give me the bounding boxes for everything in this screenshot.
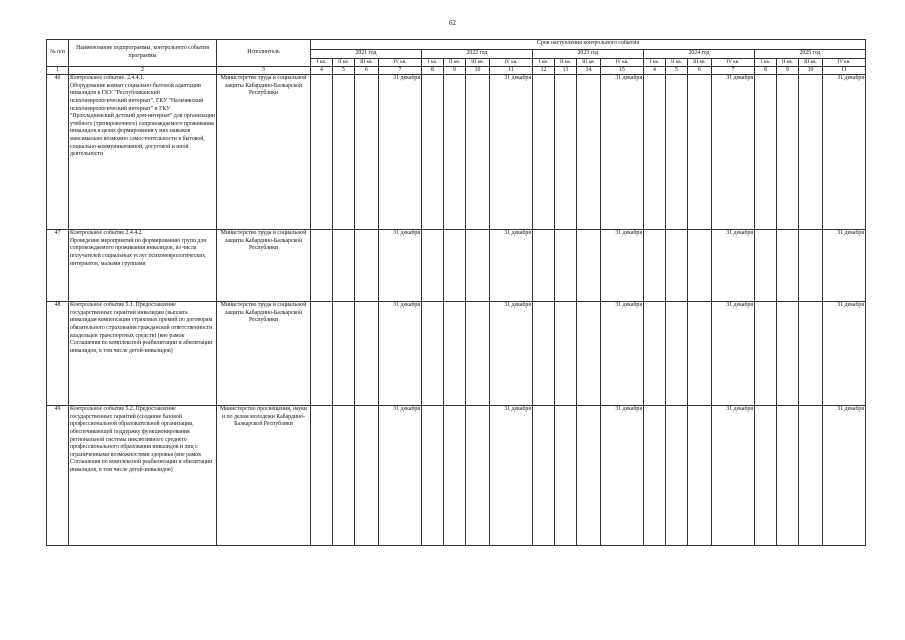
deadline-cell: 31 декабря <box>823 230 866 302</box>
event-executor: Министерство труда и социальной защиты Кабардино-Балкарской Республики <box>217 75 311 230</box>
header-name: Наименование подпрограммы, контрольного события программы <box>69 40 217 67</box>
column-number: 4 <box>644 66 666 75</box>
empty-quarter-cell <box>444 406 466 546</box>
event-executor: Министерство труда и социальной защиты Кабардино-Балкарской Республики <box>217 302 311 406</box>
empty-quarter-cell <box>355 406 379 546</box>
table-row <box>47 230 866 302</box>
event-name: Контрольное событие 5.1. Предоставление государственных гарантий инвалидам (выплата инвалидам компенсации страховых премий по договорам обязательного страхования гражданской ответственности владельцев транспортных средств) (вне рамок Соглашения по комплексной реабилитации и абилитации инвалидов, в том числе детей-инвалидов) <box>69 302 217 406</box>
deadline-cell: 31 декабря <box>379 230 422 302</box>
empty-quarter-cell <box>311 406 333 546</box>
column-number: 7 <box>379 66 422 75</box>
column-number: 6 <box>688 66 712 75</box>
header-quarter: II кв. <box>444 58 466 66</box>
deadline-cell: 31 декабря <box>823 302 866 406</box>
empty-quarter-cell <box>422 302 444 406</box>
empty-quarter-cell <box>355 230 379 302</box>
row-number: 46 <box>47 75 69 230</box>
header-quarter: III кв. <box>799 58 823 66</box>
empty-quarter-cell <box>755 230 777 302</box>
header-quarter: I кв. <box>644 58 666 66</box>
empty-quarter-cell <box>466 302 490 406</box>
row-number: 47 <box>47 230 69 302</box>
table-row <box>47 75 866 230</box>
empty-quarter-cell <box>799 406 823 546</box>
deadline-cell: 31 декабря <box>379 75 422 230</box>
deadline-cell: 31 декабря <box>379 406 422 546</box>
deadline-cell: 31 декабря <box>490 302 533 406</box>
deadline-cell: 31 декабря <box>601 75 644 230</box>
event-name: Контрольное событие. 2.4.4.1. Оборудование комнат социально-бытовой адаптации инвалидов в ГКУ "Республиканский психоневрологический интернат", ГКУ "Нальчикский психоневрологический интернат" и ГКУ "Прохладненский детский дом-интернат" для организации учебного (тренировочного) сопровождаемого проживания инвалидов в целях формирования у них навыков максимально возможно самостоятельности в бытовой, социально-коммуникативной, досуговой и иной деятельности <box>69 75 217 230</box>
deadline-cell: 31 декабря <box>490 406 533 546</box>
table-row <box>47 302 866 406</box>
deadline-cell: 31 декабря <box>712 75 755 230</box>
deadline-cell: 31 декабря <box>823 75 866 230</box>
deadline-cell: 31 декабря <box>601 230 644 302</box>
header-row-top <box>47 40 866 50</box>
empty-quarter-cell <box>555 302 577 406</box>
column-number: 13 <box>555 66 577 75</box>
header-quarter: II кв. <box>777 58 799 66</box>
column-number: 8 <box>755 66 777 75</box>
header-quarter: I кв. <box>755 58 777 66</box>
column-number: 8 <box>422 66 444 75</box>
empty-quarter-cell <box>444 230 466 302</box>
empty-quarter-cell <box>666 230 688 302</box>
deadline-cell: 31 декабря <box>712 302 755 406</box>
header-year: 2022 год <box>422 50 533 59</box>
deadline-cell: 31 декабря <box>712 406 755 546</box>
header-quarter: IV кв. <box>379 58 422 66</box>
header-quarter: II кв. <box>666 58 688 66</box>
event-name: Контрольное событие 5.2. Предоставление государственных гарантий (создание базовой профессиональной образовательной организации, обеспечивающей поддержку функционирования региональной системы инклюзивного среднего профессионального образования инвалидов и лиц с ограниченными возможностями здоровья (вне рамок Соглашения по комплексной реабилитации и абилитации инвалидов, в том числе детей-инвалидов) <box>69 406 217 546</box>
empty-quarter-cell <box>555 75 577 230</box>
header-quarter: IV кв. <box>490 58 533 66</box>
page-number: 62 <box>449 19 456 27</box>
empty-quarter-cell <box>644 406 666 546</box>
column-number: 5 <box>333 66 355 75</box>
empty-quarter-cell <box>444 75 466 230</box>
empty-quarter-cell <box>422 230 444 302</box>
empty-quarter-cell <box>311 302 333 406</box>
empty-quarter-cell <box>444 302 466 406</box>
empty-quarter-cell <box>577 302 601 406</box>
empty-quarter-cell <box>777 230 799 302</box>
header-no: № п/п <box>47 40 69 67</box>
column-number: 9 <box>777 66 799 75</box>
empty-quarter-cell <box>533 75 555 230</box>
empty-quarter-cell <box>533 406 555 546</box>
event-executor: Министерство просвещения, науки и по делам молодежи Кабардино-Балкарской Республики <box>217 406 311 546</box>
empty-quarter-cell <box>688 302 712 406</box>
column-number: 3 <box>217 66 311 75</box>
empty-quarter-cell <box>666 75 688 230</box>
empty-quarter-cell <box>644 230 666 302</box>
deadline-cell: 31 декабря <box>490 75 533 230</box>
header-quarter: I кв. <box>533 58 555 66</box>
empty-quarter-cell <box>688 406 712 546</box>
empty-quarter-cell <box>422 406 444 546</box>
empty-quarter-cell <box>644 302 666 406</box>
table-row <box>47 406 866 546</box>
deadline-cell: 31 декабря <box>379 302 422 406</box>
empty-quarter-cell <box>799 75 823 230</box>
column-number: 11 <box>823 66 866 75</box>
empty-quarter-cell <box>577 75 601 230</box>
column-number: 14 <box>577 66 601 75</box>
header-quarter: II кв. <box>333 58 355 66</box>
header-quarter: IV кв. <box>823 58 866 66</box>
empty-quarter-cell <box>577 406 601 546</box>
column-number: 10 <box>466 66 490 75</box>
empty-quarter-cell <box>666 406 688 546</box>
header-quarter: III кв. <box>688 58 712 66</box>
deadline-cell: 31 декабря <box>601 406 644 546</box>
header-quarter: III кв. <box>466 58 490 66</box>
empty-quarter-cell <box>333 75 355 230</box>
column-number: 6 <box>355 66 379 75</box>
empty-quarter-cell <box>755 302 777 406</box>
empty-quarter-cell <box>311 230 333 302</box>
empty-quarter-cell <box>355 302 379 406</box>
column-number: 7 <box>712 66 755 75</box>
empty-quarter-cell <box>777 406 799 546</box>
header-year: 2023 год <box>533 50 644 59</box>
column-number: 12 <box>533 66 555 75</box>
column-number-row <box>47 66 866 75</box>
empty-quarter-cell <box>555 406 577 546</box>
empty-quarter-cell <box>422 75 444 230</box>
header-year: 2021 год <box>311 50 422 59</box>
row-number: 49 <box>47 406 69 546</box>
column-number: 5 <box>666 66 688 75</box>
header-quarter: I кв. <box>422 58 444 66</box>
column-number: 9 <box>444 66 466 75</box>
column-number: 11 <box>490 66 533 75</box>
empty-quarter-cell <box>577 230 601 302</box>
empty-quarter-cell <box>799 230 823 302</box>
empty-quarter-cell <box>466 230 490 302</box>
empty-quarter-cell <box>533 302 555 406</box>
header-year: 2025 год <box>755 50 866 59</box>
column-number: 1 <box>47 66 69 75</box>
empty-quarter-cell <box>355 75 379 230</box>
empty-quarter-cell <box>666 302 688 406</box>
header-quarter: IV кв. <box>712 58 755 66</box>
event-name: Контрольное событие 2.4.4.2. Проведение мероприятий по формированию групп для сопровождаемого проживания инвалидов, из числа получателей социальных услуг психоневрологических интернатов, малыми группами <box>69 230 217 302</box>
empty-quarter-cell <box>333 302 355 406</box>
deadline-cell: 31 декабря <box>712 230 755 302</box>
empty-quarter-cell <box>755 75 777 230</box>
empty-quarter-cell <box>688 230 712 302</box>
empty-quarter-cell <box>333 230 355 302</box>
empty-quarter-cell <box>777 75 799 230</box>
header-deadline: Срок наступления контрольного события <box>311 40 866 50</box>
column-number: 15 <box>601 66 644 75</box>
empty-quarter-cell <box>311 75 333 230</box>
control-events-table <box>46 39 866 546</box>
empty-quarter-cell <box>466 406 490 546</box>
column-number: 10 <box>799 66 823 75</box>
header-quarter: I кв. <box>311 58 333 66</box>
empty-quarter-cell <box>644 75 666 230</box>
header-quarter: III кв. <box>355 58 379 66</box>
header-quarter: III кв. <box>577 58 601 66</box>
deadline-cell: 31 декабря <box>601 302 644 406</box>
row-number: 48 <box>47 302 69 406</box>
empty-quarter-cell <box>799 302 823 406</box>
header-year: 2024 год <box>644 50 755 59</box>
empty-quarter-cell <box>777 302 799 406</box>
header-executor: Исполнитель <box>217 40 311 67</box>
empty-quarter-cell <box>688 75 712 230</box>
column-number: 4 <box>311 66 333 75</box>
header-quarter: II кв. <box>555 58 577 66</box>
empty-quarter-cell <box>333 406 355 546</box>
deadline-cell: 31 декабря <box>823 406 866 546</box>
event-executor: Министерство труда и социальной защиты Кабардино-Балкарской Республики <box>217 230 311 302</box>
empty-quarter-cell <box>466 75 490 230</box>
header-quarter: IV кв. <box>601 58 644 66</box>
deadline-cell: 31 декабря <box>490 230 533 302</box>
empty-quarter-cell <box>555 230 577 302</box>
empty-quarter-cell <box>533 230 555 302</box>
empty-quarter-cell <box>755 406 777 546</box>
column-number: 2 <box>69 66 217 75</box>
